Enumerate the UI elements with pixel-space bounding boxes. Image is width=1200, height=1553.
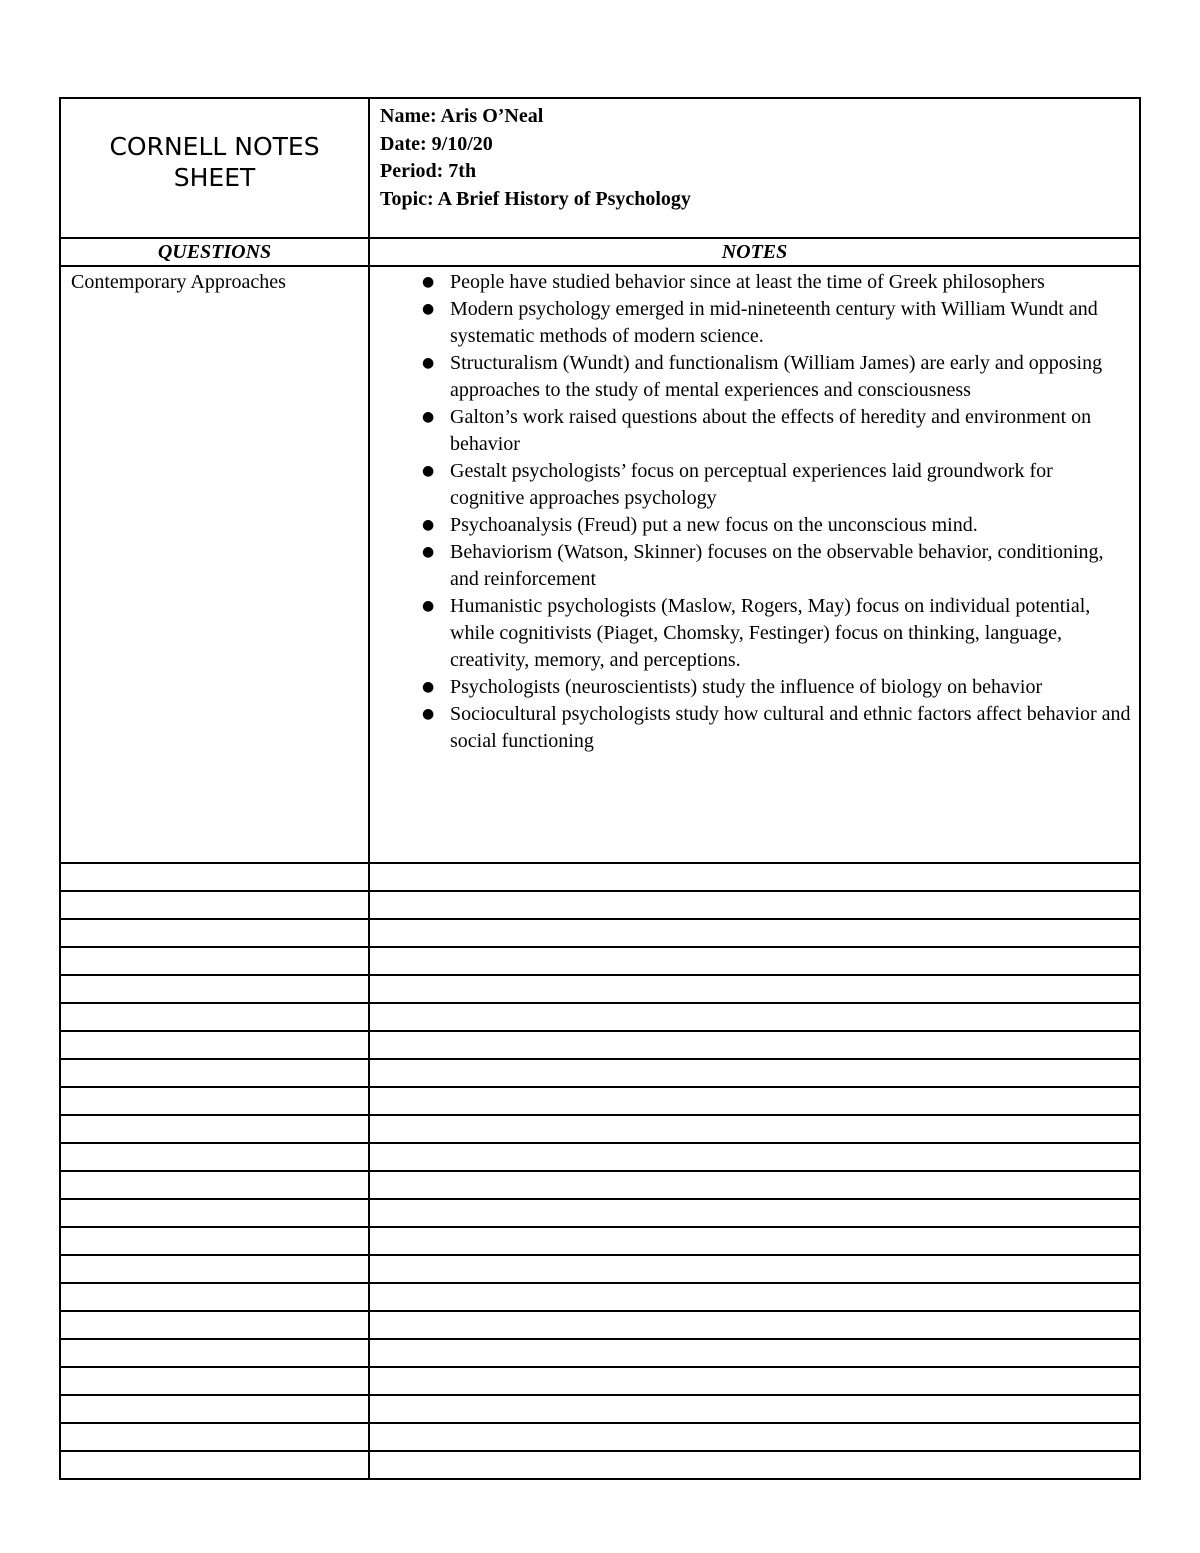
empty-question-cell[interactable] bbox=[61, 1256, 370, 1282]
sheet-title-line-1: CORNELL NOTES bbox=[109, 132, 320, 161]
note-item bbox=[370, 458, 1131, 512]
empty-question-cell[interactable] bbox=[61, 1452, 370, 1478]
notes-entry-row bbox=[61, 265, 1139, 834]
empty-notes-cell[interactable] bbox=[370, 1032, 1139, 1058]
sheet-title-line-2: SHEET bbox=[173, 163, 256, 192]
questions-heading: QUESTIONS bbox=[61, 239, 370, 265]
empty-question-cell[interactable] bbox=[61, 1284, 370, 1310]
note-topic: Topic: A Brief History of Psychology bbox=[380, 187, 691, 210]
empty-row bbox=[61, 1030, 1139, 1058]
empty-notes-cell[interactable] bbox=[370, 1116, 1139, 1142]
empty-question-cell[interactable] bbox=[61, 864, 370, 890]
bullet-icon: ● bbox=[422, 706, 435, 722]
empty-row bbox=[61, 1114, 1139, 1142]
empty-row bbox=[61, 834, 1139, 862]
empty-notes-cell[interactable] bbox=[370, 1284, 1139, 1310]
empty-notes-cell[interactable] bbox=[370, 1312, 1139, 1338]
sheet-title bbox=[61, 99, 370, 237]
note-text: Humanistic psychologists (Maslow, Rogers, May) focus on individual potential, while cognitivists (Piaget, Chomsky, Festinger) focus on thinking, language, creativity, memory, and perceptions. bbox=[450, 595, 1091, 671]
note-item bbox=[370, 269, 1131, 296]
empty-row bbox=[61, 1310, 1139, 1338]
empty-notes-cell[interactable] bbox=[370, 892, 1139, 918]
empty-row bbox=[61, 1086, 1139, 1114]
bullet-icon: ● bbox=[422, 517, 435, 533]
empty-row bbox=[61, 862, 1139, 890]
empty-question-cell[interactable] bbox=[61, 1200, 370, 1226]
empty-question-cell[interactable] bbox=[61, 1144, 370, 1170]
empty-notes-cell[interactable] bbox=[370, 1144, 1139, 1170]
bullet-icon: ● bbox=[422, 301, 435, 317]
empty-notes-cell[interactable] bbox=[370, 1088, 1139, 1114]
empty-notes-cell[interactable] bbox=[370, 1424, 1139, 1450]
empty-row bbox=[61, 1394, 1139, 1422]
header-row bbox=[61, 99, 1139, 237]
class-period: Period: 7th bbox=[380, 160, 477, 182]
empty-question-cell[interactable] bbox=[61, 1004, 370, 1030]
note-date: Date: 9/10/20 bbox=[380, 132, 493, 155]
empty-question-cell[interactable] bbox=[61, 1032, 370, 1058]
note-text: Behaviorism (Watson, Skinner) focuses on the observable behavior, conditioning, and reinforcement bbox=[450, 541, 1104, 590]
note-text: Galton’s work raised questions about the effects of heredity and environment on behavior bbox=[450, 406, 1092, 455]
empty-notes-cell[interactable] bbox=[370, 864, 1139, 890]
bullet-icon: ● bbox=[422, 409, 435, 425]
empty-row bbox=[61, 918, 1139, 946]
bullet-icon: ● bbox=[422, 679, 435, 695]
note-text: Modern psychology emerged in mid-nineteenth century with William Wundt and systematic methods of modern science. bbox=[450, 298, 1098, 347]
empty-question-cell[interactable] bbox=[61, 1228, 370, 1254]
empty-question-cell[interactable] bbox=[61, 920, 370, 946]
empty-question-cell[interactable] bbox=[61, 1116, 370, 1142]
empty-question-cell[interactable] bbox=[61, 834, 370, 862]
note-item bbox=[370, 593, 1131, 674]
note-item bbox=[370, 296, 1131, 350]
empty-row bbox=[61, 1058, 1139, 1086]
note-text: Structuralism (Wundt) and functionalism (William James) are early and opposing approaches to the study of mental experiences and consciousness bbox=[450, 352, 1103, 401]
bullet-icon: ● bbox=[422, 355, 435, 371]
empty-notes-cell[interactable] bbox=[370, 1060, 1139, 1086]
empty-question-cell[interactable] bbox=[61, 1060, 370, 1086]
notes-list bbox=[370, 269, 1131, 755]
empty-row bbox=[61, 1198, 1139, 1226]
bullet-icon: ● bbox=[422, 274, 435, 290]
note-text: Psychoanalysis (Freud) put a new focus on the unconscious mind. bbox=[450, 514, 978, 536]
note-item bbox=[370, 512, 1131, 539]
note-item bbox=[370, 350, 1131, 404]
bullet-icon: ● bbox=[422, 598, 435, 614]
empty-notes-cell[interactable] bbox=[370, 1396, 1139, 1422]
empty-row bbox=[61, 1338, 1139, 1366]
empty-row bbox=[61, 946, 1139, 974]
empty-row bbox=[61, 1450, 1139, 1478]
empty-notes-cell[interactable] bbox=[370, 1340, 1139, 1366]
empty-notes-cell[interactable] bbox=[370, 1004, 1139, 1030]
empty-question-cell[interactable] bbox=[61, 1396, 370, 1422]
empty-question-cell[interactable] bbox=[61, 1340, 370, 1366]
bullet-icon: ● bbox=[422, 544, 435, 560]
empty-question-cell[interactable] bbox=[61, 1424, 370, 1450]
empty-row bbox=[61, 890, 1139, 918]
empty-question-cell[interactable] bbox=[61, 1088, 370, 1114]
empty-row bbox=[61, 1366, 1139, 1394]
column-headings-row bbox=[61, 237, 1139, 265]
empty-row bbox=[61, 1422, 1139, 1450]
empty-row bbox=[61, 1142, 1139, 1170]
empty-row bbox=[61, 1282, 1139, 1310]
note-text: Psychologists (neuroscientists) study the influence of biology on behavior bbox=[450, 676, 1043, 698]
empty-row bbox=[61, 1002, 1139, 1030]
bullet-icon: ● bbox=[422, 463, 435, 479]
empty-question-cell[interactable] bbox=[61, 948, 370, 974]
empty-rows bbox=[61, 834, 1139, 1478]
empty-notes-cell[interactable] bbox=[370, 1256, 1139, 1282]
empty-question-cell[interactable] bbox=[61, 1172, 370, 1198]
empty-notes-cell[interactable] bbox=[370, 1172, 1139, 1198]
empty-question-cell[interactable] bbox=[61, 976, 370, 1002]
note-item bbox=[370, 404, 1131, 458]
empty-question-cell[interactable] bbox=[61, 892, 370, 918]
empty-row bbox=[61, 1226, 1139, 1254]
empty-notes-cell[interactable] bbox=[370, 1452, 1139, 1478]
empty-notes-cell[interactable] bbox=[370, 920, 1139, 946]
empty-row bbox=[61, 1254, 1139, 1282]
empty-question-cell[interactable] bbox=[61, 1368, 370, 1394]
empty-question-cell[interactable] bbox=[61, 1312, 370, 1338]
empty-notes-cell[interactable] bbox=[370, 1200, 1139, 1226]
empty-notes-cell[interactable] bbox=[370, 1368, 1139, 1394]
empty-notes-cell[interactable] bbox=[370, 1228, 1139, 1254]
empty-row bbox=[61, 974, 1139, 1002]
notes-heading: NOTES bbox=[721, 241, 788, 263]
student-info bbox=[370, 99, 1139, 237]
empty-row bbox=[61, 1170, 1139, 1198]
notes-cell bbox=[370, 267, 1139, 834]
empty-notes-cell[interactable] bbox=[370, 834, 1139, 862]
empty-notes-cell[interactable] bbox=[370, 948, 1139, 974]
student-name: Name: Aris O’Neal bbox=[380, 105, 544, 127]
cornell-notes-table bbox=[59, 97, 1141, 1480]
note-item bbox=[370, 701, 1131, 755]
note-item bbox=[370, 674, 1131, 701]
note-text: Sociocultural psychologists study how cultural and ethnic factors affect behavior and social functioning bbox=[450, 703, 1131, 752]
note-item bbox=[370, 539, 1131, 593]
empty-notes-cell[interactable] bbox=[370, 976, 1139, 1002]
note-text: People have studied behavior since at least the time of Greek philosophers bbox=[450, 271, 1045, 293]
question-cell: Contemporary Approaches bbox=[61, 267, 370, 834]
note-text: Gestalt psychologists’ focus on perceptual experiences laid groundwork for cognitive approaches psychology bbox=[450, 460, 1053, 509]
